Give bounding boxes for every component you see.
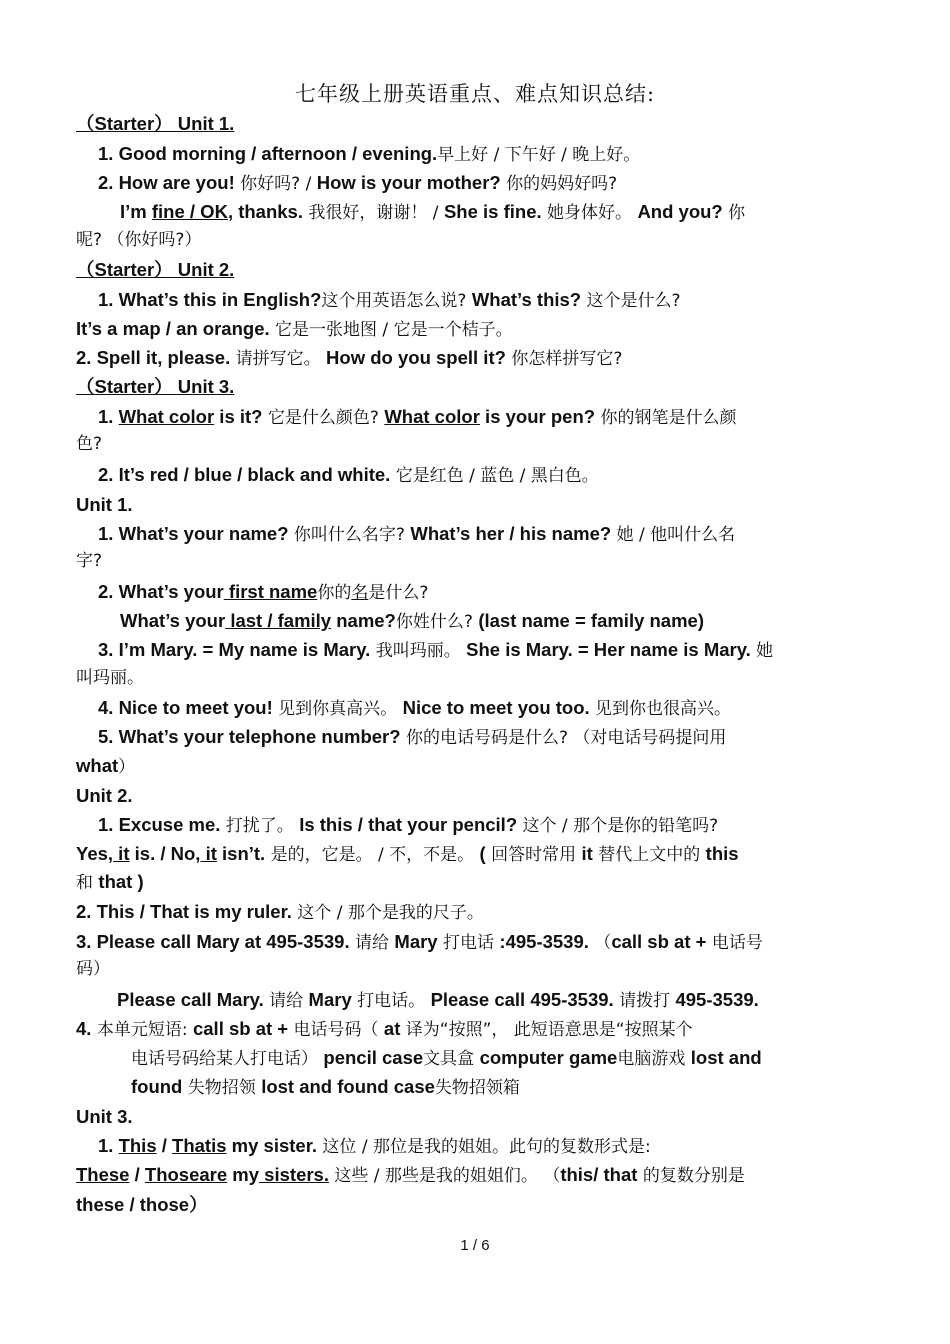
en-text: at (383, 1018, 401, 1039)
cn-text: 本单元短语: (91, 1020, 193, 1040)
section-heading-starter-unit-1 (76, 113, 876, 135)
en-text: lost and (690, 1047, 762, 1068)
cn-text: 失物招领 (182, 1078, 262, 1098)
section-heading-unit-3: Unit 3. (76, 1106, 133, 1127)
en-text: computer game (479, 1047, 618, 1068)
en-text: Is this / that your pencil? (299, 814, 518, 835)
en-text: this (705, 843, 739, 864)
en-text: 1. Good morning / afternoon / evening. (98, 143, 438, 164)
text-line (76, 843, 876, 866)
en-text: 2. How are you! (98, 172, 235, 193)
text-line: 色? (76, 434, 103, 454)
en-text: / (129, 1164, 145, 1185)
cn-text: 电话号码（ (288, 1020, 384, 1040)
en-text: What’s her / his name? (410, 523, 612, 544)
heading-text: （Starter） Unit 3. (76, 376, 235, 397)
en-text: 1. What’s your name? (98, 523, 289, 544)
en-underlined-text: These (76, 1164, 130, 1185)
text-line: 呢? （你好吗?） (76, 230, 202, 250)
cn-text: 这个 / 那个是我的尺子。 (291, 903, 484, 923)
en-underlined-text: sisters. (259, 1164, 329, 1185)
text-line (98, 581, 898, 604)
text-line (76, 318, 876, 341)
section-heading-unit-1: Unit 1. (76, 494, 133, 515)
text-line (98, 172, 898, 195)
text-line (76, 755, 876, 778)
en-text: lost and found case (261, 1076, 435, 1097)
en-text: (last name = family name) (478, 610, 704, 631)
en-text: my sister. (226, 1135, 318, 1156)
cn-text: 你的妈妈好吗? (500, 174, 618, 194)
en-text: is your pen? (479, 406, 596, 427)
text-line (76, 347, 876, 370)
cn-text: 电话号码给某人打电话） (131, 1049, 324, 1069)
text-line (131, 1047, 931, 1070)
en-underlined-text: What color (384, 406, 480, 427)
text-line (76, 1164, 876, 1187)
en-text: 5. What’s your telephone number? (98, 726, 401, 747)
en-text: call sb at + (611, 931, 707, 952)
cn-text: （ (588, 933, 612, 953)
cn-text: 你姓什么? (395, 612, 479, 632)
cn-text: 电脑游戏 (617, 1049, 691, 1069)
en-text: 2. What’s your (98, 581, 224, 602)
page-title: 七年级上册英语重点、难点知识总结: (294, 82, 656, 106)
en-underlined-text: What color (118, 406, 215, 427)
cn-text: 这些 / 那些是我的姐姐们。 （ (328, 1166, 561, 1186)
cn-text: 回答时常用 (485, 845, 582, 865)
en-underlined-text: last / family (225, 610, 332, 631)
en-text: 495-3539. (675, 989, 759, 1010)
en-text: Mary (308, 989, 352, 1010)
en-text: What’s this? (471, 289, 582, 310)
en-text: 4. (76, 1018, 92, 1039)
en-text: / (156, 1135, 173, 1156)
section-heading-unit-2: Unit 2. (76, 785, 133, 806)
en-underlined-text: fine / OK (151, 201, 228, 222)
cn-text: 译为“按照”， 此短语意思是“按照某个 (400, 1020, 693, 1040)
en-text: How do you spell it? (326, 347, 506, 368)
cn-text: 这个是什么? (581, 291, 681, 311)
text-line (117, 989, 917, 1012)
text-line (120, 610, 920, 633)
text-line: 叫玛丽。 (76, 668, 144, 688)
cn-text: 打电话。 (351, 991, 431, 1011)
cn-text: 这个 / 那个是你的铅笔吗? (517, 816, 719, 836)
cn-text: 和 (76, 873, 99, 893)
text-line (120, 201, 920, 224)
en-text: I’m (120, 201, 152, 222)
cn-text: 你叫什么名字? (288, 525, 411, 545)
en-text: She is Mary. = Her name is Mary. (466, 639, 751, 660)
text-line (98, 143, 898, 166)
cn-text: 是什么? (368, 583, 429, 603)
en-text: it (581, 843, 593, 864)
cn-text: 你的电话号码是什么? （对电话号码提问用 (400, 728, 727, 748)
cn-text: 她身体好。 (541, 203, 638, 223)
en-text: 3. I’m Mary. = My name is Mary. (98, 639, 371, 660)
page-number: 1 / 6 (460, 1237, 490, 1254)
text-line (98, 406, 898, 429)
en-text: 1. (98, 406, 119, 427)
cn-text: 她 / 他叫什么名 (611, 525, 736, 545)
en-text: , thanks. (227, 201, 303, 222)
cn-text: 这个用英语怎么说? (321, 291, 472, 311)
en-text: :495-3539. (499, 931, 589, 952)
heading-text: （Starter） Unit 2. (76, 259, 235, 280)
text-line (76, 901, 876, 924)
cn-text: 你的钢笔是什么颜 (595, 408, 737, 428)
cn-text: ） (118, 757, 136, 777)
cn-text: 打电话 (437, 933, 500, 953)
en-text: 2. This / That is my ruler. (76, 901, 292, 922)
text-line (98, 639, 898, 662)
cn-text: 你 (722, 203, 746, 223)
cn-underlined-text: 名 (351, 583, 369, 603)
text-line (98, 523, 898, 546)
en-text: ( (479, 843, 486, 864)
cn-text: 打扰了。 (220, 816, 300, 836)
en-underlined-text: it (113, 843, 130, 864)
cn-text: 请给 (263, 991, 309, 1011)
en-text: What’s your (120, 610, 226, 631)
en-underlined-text: This (118, 1135, 157, 1156)
cn-text: 电话号 (706, 933, 763, 953)
cn-text: 见到你真高兴。 (272, 699, 403, 719)
text-line (98, 814, 898, 837)
en-text: 2. Spell it, please. (76, 347, 231, 368)
text-line (98, 289, 898, 312)
en-text: 3. Please call Mary at 495-3539. (76, 931, 350, 952)
text-line (98, 1135, 898, 1158)
en-text: 1. (98, 1135, 119, 1156)
en-text: is. / No, (129, 843, 201, 864)
text-line (98, 697, 898, 720)
en-text: my (227, 1164, 260, 1185)
cn-text: 她 (750, 641, 774, 661)
cn-text: 文具盒 (423, 1049, 480, 1069)
cn-text: 请给 (349, 933, 395, 953)
en-text: And you? (637, 201, 723, 222)
cn-text: 请拼写它。 (230, 349, 327, 369)
cn-text: 见到你也很高兴。 (589, 699, 732, 719)
text-line: these / those） (76, 1194, 208, 1215)
cn-text: 我很好，谢谢！ / (303, 203, 444, 223)
cn-text: 是的，它是。 / 不，不是。 (265, 845, 480, 865)
en-text: this/ that (560, 1164, 638, 1185)
en-text: is it? (214, 406, 263, 427)
en-underlined-text: it (200, 843, 217, 864)
section-heading-starter-unit-2 (76, 259, 876, 281)
cn-text: 它是一张地图 / 它是一个桔子。 (269, 320, 513, 340)
en-text: found (131, 1076, 183, 1097)
en-text: How is your mother? (316, 172, 501, 193)
cn-text: 你好吗? / (234, 174, 317, 194)
en-text: She is fine. (443, 201, 542, 222)
en-text: 2. It’s red / blue / black and white. (98, 464, 391, 485)
cn-text: 的复数分别是 (637, 1166, 745, 1186)
en-underlined-text: Thatis (172, 1135, 227, 1156)
en-text: 1. What’s this in English? (98, 289, 322, 310)
text-line (76, 871, 876, 894)
cn-text: 它是什么颜色? (262, 408, 385, 428)
en-underlined-text: Thoseare (144, 1164, 228, 1185)
text-line (98, 726, 898, 749)
text-line (76, 1018, 876, 1041)
text-line (131, 1076, 931, 1099)
en-text: It’s a map / an orange. (76, 318, 270, 339)
text-line (76, 931, 876, 954)
cn-text: 替代上文中的 (592, 845, 706, 865)
en-text: Mary (394, 931, 438, 952)
cn-text: 请拨打 (613, 991, 676, 1011)
en-text: that ) (98, 871, 144, 892)
en-text: 4. Nice to meet you! (98, 697, 273, 718)
heading-text: （Starter） Unit 1. (76, 113, 235, 134)
text-line: 码） (76, 959, 110, 979)
en-underlined-text: first name (223, 581, 318, 602)
cn-text: 这位 / 那位是我的姐姐。此句的复数形式是: (317, 1137, 651, 1157)
en-text: Please call 495-3539. (430, 989, 614, 1010)
en-text: what (76, 755, 119, 776)
text-line: 字? (76, 551, 103, 571)
cn-text: 它是红色 / 蓝色 / 黑白色。 (390, 466, 599, 486)
en-text: name? (331, 610, 396, 631)
cn-text: 失物招领箱 (434, 1078, 520, 1098)
en-text: pencil case (323, 1047, 424, 1068)
cn-text: 你的 (317, 583, 352, 603)
en-text: Nice to meet you too. (402, 697, 590, 718)
text-line (98, 464, 898, 487)
en-text: 1. Excuse me. (98, 814, 221, 835)
en-text: call sb at + (192, 1018, 289, 1039)
en-text: isn’t. (216, 843, 266, 864)
cn-text: 我叫玛丽。 (370, 641, 467, 661)
en-text: Yes, (76, 843, 114, 864)
en-text: Please call Mary. (117, 989, 264, 1010)
cn-text: 你怎样拼写它? (505, 349, 623, 369)
section-heading-starter-unit-3 (76, 376, 876, 398)
cn-text: 早上好 / 下午好 / 晚上好。 (437, 145, 641, 165)
